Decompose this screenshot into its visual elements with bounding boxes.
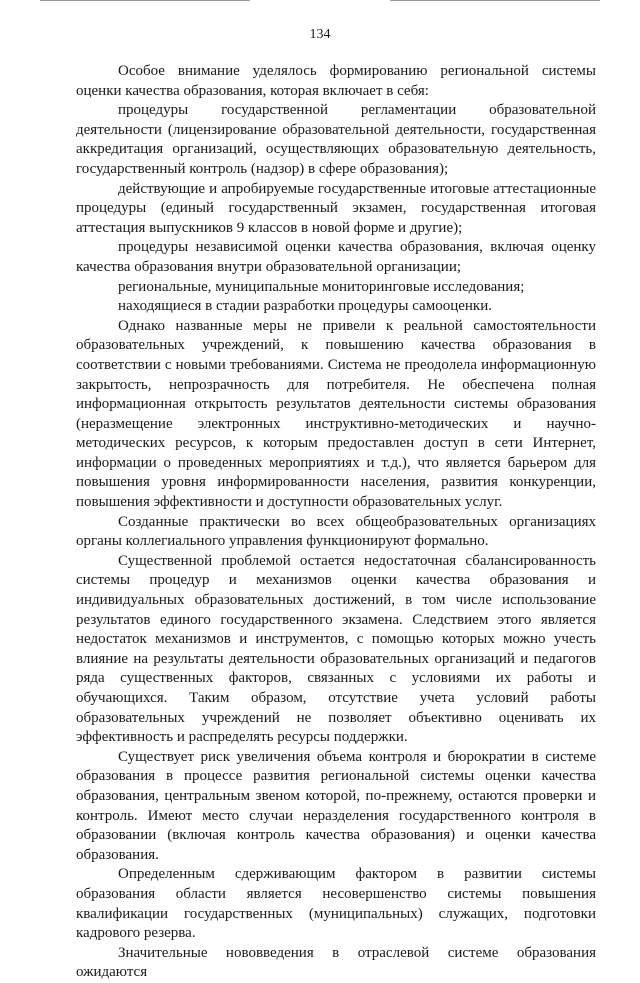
paragraph: процедуры независимой оценки качества образования, включая оценку качества образования внутри образовательной организации; — [76, 239, 596, 275]
paragraph: Особое внимание уделялось формированию региональной системы оценки качества образования, которая включает в себя: — [76, 63, 596, 99]
paragraph: находящиеся в стадии разработки процедуры самооценки. — [118, 298, 492, 315]
paragraph: Созданные практически во всех общеобразовательных организациях органы коллегиального управления функционируют формально. — [76, 513, 596, 550]
paragraph: Определенным сдерживающим фактором в развитии системы образования области является несовершенство системы повышения квалификации государственных (муниципальных) служащих, подготовки кадрового резерва. — [76, 866, 596, 942]
paragraph: процедуры государственной регламентации образовательной деятельности (лицензирование образовательной деятельности, государственная аккредитация организаций, осуществляющих образовательную деятельность, государственный контроль (надзор) в сфере образования); — [76, 102, 596, 177]
paragraph: Существует риск увеличения объема контроля и бюрократии в системе образования в процессе развития региональной системы оценки качества образования, центральным звеном которой, по-прежнему, остаются проверки и контроль. Имеют место случаи неразделения государственного контроля в образовании (включая контроль качества образования) и оценки качества образования. — [76, 748, 596, 863]
page-number: 134 — [309, 27, 331, 42]
paragraph: Существенной проблемой остается недостаточная сбалансированность системы процедур и механизмов оценки качества образования и индивидуальных образовательных достижений, в том числе использование результатов единого государственного экзамена. Следствием этого является недостаток механизмов и инструментов, с помощью которых можно учесть влияние на результаты деятельности образовательных организаций и педагогов ряда существенных факторов, связанных с условиями их работы и обучающихся. Таким образом, отсутствие учета условий работы образовательных учреждений не позволяет объективно оценивать их эффективность и распределять ресурсы поддержки. — [76, 552, 596, 746]
paragraph: региональные, муниципальные мониторинговые исследования; — [118, 278, 525, 295]
scan-edge-line-right — [390, 0, 600, 1]
paragraph: действующие и апробируемые государственные итоговые аттестационные процедуры (единый государственный экзамен, государственная итоговая аттестация выпускников 9 классов в новой форме и другие); — [76, 180, 596, 236]
paragraph: Однако названные меры не привели к реальной самостоятельности образовательных учреждений, к повышению качества образования в соответствии с новыми требованиями. Система не преодолела информационную закрытость, непрозрачность для потребителя. Не обеспечена полная информационная открытость результатов деятельности системы образования (неразмещение электронных инструктивно-методических и научно-методических ресурсов, к которым предоставлен доступ в сети Интернет, информации о проведенных мероприятиях и т.д.), что является барьером для повышения уровня информированности населения, развития конкуренции, повышения эффективности и доступности образовательных услуг. — [76, 317, 596, 511]
document-body — [76, 62, 596, 983]
scan-edge-line-left — [40, 0, 250, 1]
paragraph: Значительные нововведения в отраслевой системе образования ожидаются — [76, 944, 596, 981]
